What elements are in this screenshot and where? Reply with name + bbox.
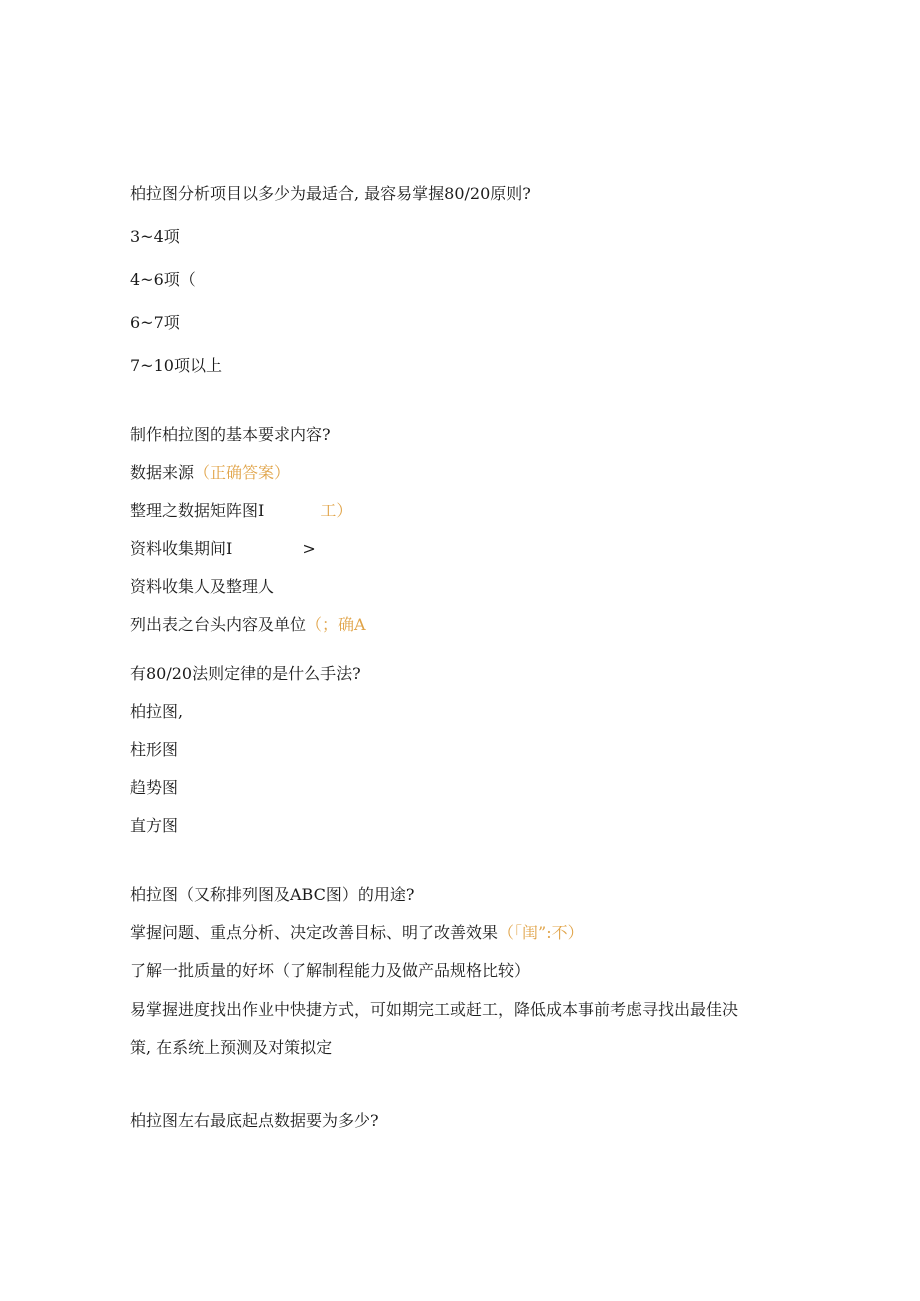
q2-option-3-mark: > bbox=[302, 539, 316, 558]
q4-option-3-line-2: 策, 在系统上预测及对策拟定 bbox=[130, 1038, 333, 1057]
q4-option-1 bbox=[130, 922, 584, 944]
q2-option-4: 资料收集人及整理人 bbox=[130, 577, 275, 596]
q2-option-1-answer-mark: （正确答案） bbox=[194, 463, 291, 482]
q2-option-2 bbox=[130, 500, 352, 522]
q2-option-1-text: 数据来源 bbox=[130, 463, 195, 482]
question-2: 制作柏拉图的基本要求内容? bbox=[130, 425, 331, 444]
q3-option-2: 柱形图 bbox=[130, 740, 179, 759]
q4-option-2: 了解一批质量的好坏（了解制程能力及做产品规格比较） bbox=[130, 961, 531, 980]
question-1: 柏拉图分析项目以多少为最适合, 最容易掌握80/20原则? bbox=[130, 184, 531, 203]
q4-option-3-line-1: 易掌握进度找出作业中快捷方式，可如期完工或赶工，降低成本事前考虑寻找出最佳决 bbox=[130, 1000, 739, 1019]
q1-option-4: 7~10项以上 bbox=[130, 356, 222, 375]
q4-option-1-answer-mark: （「闺”:不） bbox=[498, 923, 584, 942]
question-4: 柏拉图（又称排列图及ABC图）的用途? bbox=[130, 885, 415, 904]
q2-option-5-answer-mark: （；确A bbox=[306, 615, 366, 634]
q2-option-5-text: 列出表之台头内容及单位 bbox=[130, 615, 307, 634]
q3-option-4: 直方图 bbox=[130, 816, 179, 835]
q2-option-5 bbox=[130, 614, 366, 636]
q4-option-1-text: 掌握问题、重点分析、决定改善目标、明了改善效果 bbox=[130, 923, 499, 942]
q2-option-1 bbox=[130, 462, 290, 484]
q3-option-3: 趋势图 bbox=[130, 778, 179, 797]
q3-option-1: 柏拉图, bbox=[130, 702, 184, 721]
q2-option-3 bbox=[130, 538, 316, 560]
q2-option-2-answer-mark: 工） bbox=[320, 501, 353, 520]
question-3: 有80/20法则定律的是什么手法? bbox=[130, 664, 361, 683]
q2-option-3-text: 资料收集期间I bbox=[130, 539, 233, 558]
question-5: 柏拉图左右最底起点数据要为多少? bbox=[130, 1111, 379, 1130]
q2-option-2-text: 整理之数据矩阵图I bbox=[130, 501, 265, 520]
q1-option-2: 4~6项（ bbox=[130, 270, 196, 289]
q1-option-3: 6~7项 bbox=[130, 313, 180, 332]
q1-option-1: 3~4项 bbox=[130, 227, 180, 246]
